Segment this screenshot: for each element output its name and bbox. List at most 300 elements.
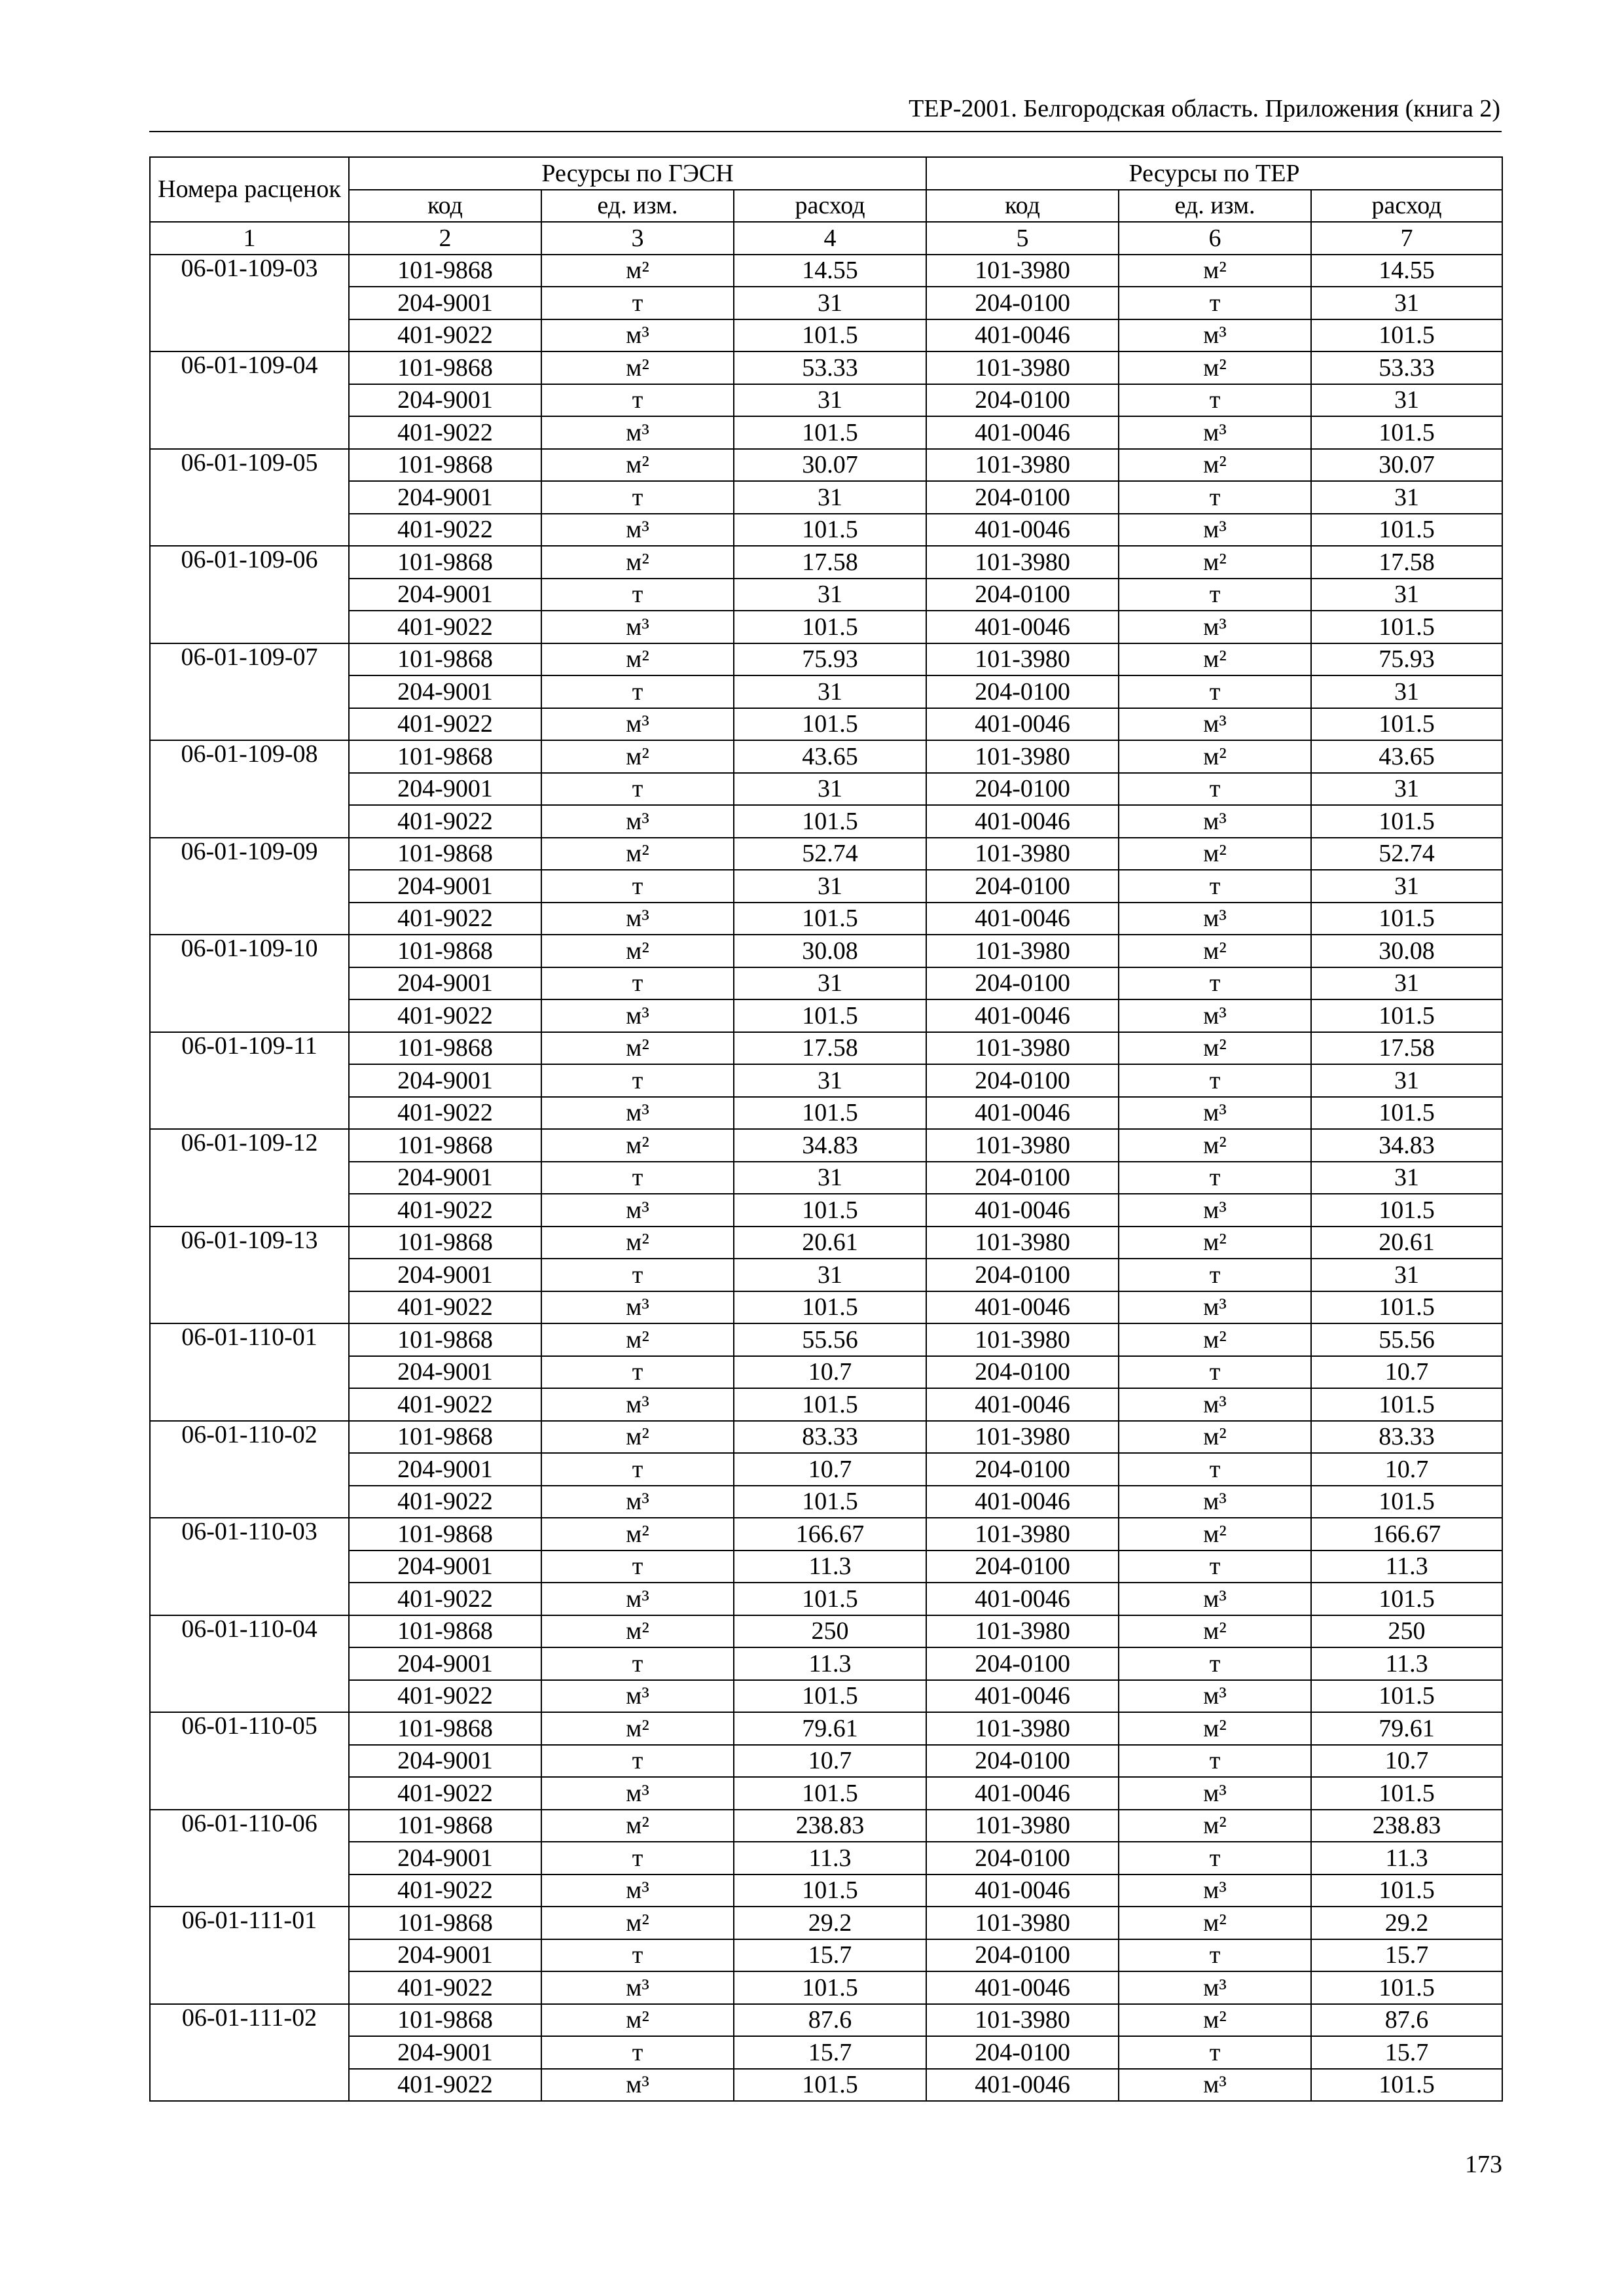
ter-code-cell: 401-0046	[926, 708, 1119, 741]
ter-unit-cell: м³	[1119, 514, 1311, 547]
ter-unit-cell: м²	[1119, 1323, 1311, 1356]
gesn-usage-cell: 10.7	[734, 1745, 926, 1778]
gesn-usage-cell: 101.5	[734, 1874, 926, 1907]
gesn-code-cell: 101-9868	[349, 546, 541, 579]
gesn-usage-cell: 101.5	[734, 1486, 926, 1518]
gesn-code-cell: 101-9868	[349, 935, 541, 967]
ter-unit-cell: м³	[1119, 1680, 1311, 1713]
table-row	[150, 449, 1502, 482]
ter-unit-cell: т	[1119, 287, 1311, 319]
gesn-unit-cell: м³	[541, 1680, 734, 1713]
gesn-usage-cell: 101.5	[734, 999, 926, 1032]
table-row	[150, 740, 1502, 773]
ter-unit-cell: т	[1119, 579, 1311, 611]
gesn-code-header: код	[349, 190, 541, 223]
table-row	[150, 1323, 1502, 1356]
gesn-usage-cell: 101.5	[734, 1777, 926, 1810]
ter-unit-cell: м³	[1119, 903, 1311, 935]
gesn-unit-cell: м³	[541, 805, 734, 838]
gesn-unit-cell: м²	[541, 1712, 734, 1745]
ter-code-cell: 204-0100	[926, 1939, 1119, 1972]
ter-unit-cell: м²	[1119, 2004, 1311, 2037]
ter-code-cell: 401-0046	[926, 1097, 1119, 1130]
ter-unit-cell: м²	[1119, 449, 1311, 482]
gesn-usage-cell: 101.5	[734, 1388, 926, 1421]
gesn-usage-cell: 17.58	[734, 1032, 926, 1065]
ter-usage-cell: 31	[1311, 1064, 1502, 1097]
ter-unit-cell: м³	[1119, 1777, 1311, 1810]
ter-usage-cell: 53.33	[1311, 351, 1502, 384]
ter-unit-cell: м³	[1119, 1874, 1311, 1907]
gesn-unit-header: ед. изм.	[541, 190, 734, 223]
ter-usage-cell: 101.5	[1311, 1777, 1502, 1810]
ter-code-cell: 204-0100	[926, 773, 1119, 806]
ter-unit-cell: т	[1119, 675, 1311, 708]
ter-usage-cell: 101.5	[1311, 2069, 1502, 2102]
ter-usage-cell: 10.7	[1311, 1453, 1502, 1486]
gesn-usage-cell: 250	[734, 1615, 926, 1648]
gesn-usage-cell: 238.83	[734, 1810, 926, 1842]
ter-usage-cell: 79.61	[1311, 1712, 1502, 1745]
ter-unit-cell: м²	[1119, 838, 1311, 870]
gesn-unit-cell: м²	[541, 1129, 734, 1162]
gesn-code-cell: 204-9001	[349, 287, 541, 319]
ter-code-cell: 101-3980	[926, 1032, 1119, 1065]
ter-usage-cell: 101.5	[1311, 708, 1502, 741]
rate-number-cell: 06-01-110-04	[150, 1615, 349, 1713]
ter-unit-cell: м³	[1119, 611, 1311, 643]
ter-unit-cell: т	[1119, 1939, 1311, 1972]
gesn-unit-cell: т	[541, 675, 734, 708]
ter-unit-cell: м²	[1119, 1032, 1311, 1065]
gesn-code-cell: 204-9001	[349, 1745, 541, 1778]
ter-unit-cell: м³	[1119, 805, 1311, 838]
gesn-unit-cell: м³	[541, 1097, 734, 1130]
gesn-usage-cell: 75.93	[734, 643, 926, 676]
table-row	[150, 384, 1502, 417]
table-row	[150, 287, 1502, 319]
ter-code-cell: 101-3980	[926, 1810, 1119, 1842]
table-row	[150, 2069, 1502, 2102]
gesn-unit-cell: т	[541, 579, 734, 611]
ter-usage-cell: 101.5	[1311, 1583, 1502, 1615]
table-row	[150, 935, 1502, 967]
ter-code-cell: 204-0100	[926, 1356, 1119, 1389]
ter-code-cell: 401-0046	[926, 1486, 1119, 1518]
gesn-code-cell: 204-9001	[349, 773, 541, 806]
table-row	[150, 1097, 1502, 1130]
gesn-code-cell: 101-9868	[349, 1712, 541, 1745]
gesn-unit-cell: т	[541, 1551, 734, 1583]
gesn-usage-cell: 101.5	[734, 611, 926, 643]
gesn-usage-cell: 101.5	[734, 2069, 926, 2102]
ter-unit-cell: т	[1119, 773, 1311, 806]
gesn-usage-cell: 15.7	[734, 1939, 926, 1972]
gesn-usage-cell: 83.33	[734, 1421, 926, 1454]
ter-usage-cell: 31	[1311, 967, 1502, 1000]
ter-code-cell: 204-0100	[926, 579, 1119, 611]
gesn-usage-cell: 101.5	[734, 1097, 926, 1130]
ter-code-cell: 204-0100	[926, 1162, 1119, 1194]
gesn-unit-cell: м³	[541, 611, 734, 643]
rate-number-cell: 06-01-110-03	[150, 1518, 349, 1615]
rate-number-cell: 06-01-109-13	[150, 1227, 349, 1324]
column-number: 3	[541, 222, 734, 255]
gesn-unit-cell: м³	[541, 1874, 734, 1907]
ter-code-cell: 101-3980	[926, 1421, 1119, 1454]
gesn-code-cell: 101-9868	[349, 740, 541, 773]
ter-usage-cell: 101.5	[1311, 1680, 1502, 1713]
gesn-usage-cell: 20.61	[734, 1227, 926, 1259]
ter-code-cell: 401-0046	[926, 999, 1119, 1032]
table-head	[150, 157, 1502, 255]
ter-code-cell: 204-0100	[926, 1453, 1119, 1486]
ter-unit-cell: м²	[1119, 935, 1311, 967]
gesn-usage-cell: 30.08	[734, 935, 926, 967]
ter-unit-cell: т	[1119, 1842, 1311, 1874]
gesn-group-header: Ресурсы по ГЭСН	[349, 157, 926, 190]
gesn-unit-cell: м³	[541, 416, 734, 449]
gesn-unit-cell: м²	[541, 351, 734, 384]
ter-usage-cell: 10.7	[1311, 1356, 1502, 1389]
gesn-unit-cell: м²	[541, 546, 734, 579]
gesn-code-cell: 101-9868	[349, 1907, 541, 1939]
gesn-code-cell: 204-9001	[349, 579, 541, 611]
table-row	[150, 481, 1502, 514]
table-row	[150, 1421, 1502, 1454]
gesn-unit-cell: м³	[541, 2069, 734, 2102]
ter-code-cell: 101-3980	[926, 546, 1119, 579]
table-row	[150, 1227, 1502, 1259]
table-row	[150, 1583, 1502, 1615]
ter-usage-cell: 101.5	[1311, 1194, 1502, 1227]
gesn-code-cell: 204-9001	[349, 1453, 541, 1486]
gesn-code-cell: 204-9001	[349, 2036, 541, 2069]
ter-code-cell: 204-0100	[926, 287, 1119, 319]
ter-unit-cell: м³	[1119, 1971, 1311, 2004]
column-number: 4	[734, 222, 926, 255]
gesn-unit-cell: м³	[541, 1971, 734, 2004]
table-row	[150, 1356, 1502, 1389]
ter-usage-cell: 101.5	[1311, 514, 1502, 547]
table-row	[150, 1615, 1502, 1648]
table-row	[150, 2004, 1502, 2037]
gesn-unit-cell: т	[541, 1356, 734, 1389]
gesn-code-cell: 204-9001	[349, 1356, 541, 1389]
gesn-usage-cell: 31	[734, 384, 926, 417]
gesn-usage-cell: 101.5	[734, 903, 926, 935]
table-row	[150, 870, 1502, 903]
gesn-unit-cell: м²	[541, 935, 734, 967]
ter-usage-cell: 31	[1311, 384, 1502, 417]
ter-code-cell: 101-3980	[926, 838, 1119, 870]
ter-code-cell: 401-0046	[926, 1583, 1119, 1615]
gesn-usage-cell: 30.07	[734, 449, 926, 482]
ter-unit-cell: м²	[1119, 740, 1311, 773]
ter-unit-header: ед. изм.	[1119, 190, 1311, 223]
ter-unit-cell: м³	[1119, 1291, 1311, 1324]
table-row	[150, 1907, 1502, 1939]
ter-unit-cell: м²	[1119, 1227, 1311, 1259]
ter-code-cell: 401-0046	[926, 611, 1119, 643]
page-number: 173	[1465, 2151, 1502, 2178]
ter-unit-cell: т	[1119, 384, 1311, 417]
page-header	[149, 92, 1502, 132]
gesn-usage-cell: 101.5	[734, 1583, 926, 1615]
column-number: 1	[150, 222, 349, 255]
table-row	[150, 708, 1502, 741]
ter-unit-cell: м²	[1119, 1907, 1311, 1939]
column-number: 2	[349, 222, 541, 255]
gesn-usage-cell: 101.5	[734, 1291, 926, 1324]
rate-number-cell: 06-01-109-10	[150, 935, 349, 1032]
ter-usage-cell: 34.83	[1311, 1129, 1502, 1162]
ter-usage-cell: 101.5	[1311, 611, 1502, 643]
gesn-code-cell: 101-9868	[349, 2004, 541, 2037]
gesn-unit-cell: м²	[541, 740, 734, 773]
ter-code-cell: 401-0046	[926, 319, 1119, 352]
ter-code-cell: 204-0100	[926, 1647, 1119, 1680]
table-row	[150, 1712, 1502, 1745]
gesn-usage-cell: 31	[734, 579, 926, 611]
ter-code-cell: 101-3980	[926, 1129, 1119, 1162]
table-row	[150, 319, 1502, 352]
ter-unit-cell: м²	[1119, 351, 1311, 384]
ter-usage-cell: 31	[1311, 481, 1502, 514]
gesn-code-cell: 401-9022	[349, 1777, 541, 1810]
ter-code-cell: 101-3980	[926, 1323, 1119, 1356]
column-number: 7	[1311, 222, 1502, 255]
ter-code-cell: 401-0046	[926, 1680, 1119, 1713]
ter-usage-cell: 101.5	[1311, 416, 1502, 449]
gesn-code-cell: 101-9868	[349, 1227, 541, 1259]
gesn-code-cell: 101-9868	[349, 1810, 541, 1842]
ter-unit-cell: м³	[1119, 1194, 1311, 1227]
ter-unit-cell: м³	[1119, 999, 1311, 1032]
table-row	[150, 416, 1502, 449]
gesn-usage-cell: 43.65	[734, 740, 926, 773]
ter-code-cell: 401-0046	[926, 2069, 1119, 2102]
gesn-unit-cell: м²	[541, 1518, 734, 1551]
ter-unit-cell: м²	[1119, 1421, 1311, 1454]
gesn-code-cell: 204-9001	[349, 1259, 541, 1291]
table-row	[150, 579, 1502, 611]
gesn-unit-cell: м²	[541, 1323, 734, 1356]
table-row	[150, 1388, 1502, 1421]
gesn-code-cell: 401-9022	[349, 1583, 541, 1615]
gesn-usage-cell: 31	[734, 773, 926, 806]
ter-code-cell: 204-0100	[926, 384, 1119, 417]
rate-number-cell: 06-01-110-01	[150, 1323, 349, 1421]
gesn-code-cell: 401-9022	[349, 903, 541, 935]
gesn-unit-cell: м²	[541, 1907, 734, 1939]
column-number: 5	[926, 222, 1119, 255]
gesn-unit-cell: м³	[541, 1388, 734, 1421]
gesn-code-cell: 401-9022	[349, 1388, 541, 1421]
ter-unit-cell: т	[1119, 481, 1311, 514]
ter-usage-cell: 101.5	[1311, 805, 1502, 838]
ter-usage-cell: 31	[1311, 1259, 1502, 1291]
gesn-usage-cell: 31	[734, 481, 926, 514]
ter-code-cell: 204-0100	[926, 1842, 1119, 1874]
rate-number-cell: 06-01-109-11	[150, 1032, 349, 1130]
table-row	[150, 903, 1502, 935]
ter-usage-cell: 31	[1311, 773, 1502, 806]
ter-usage-cell: 101.5	[1311, 1971, 1502, 2004]
table-row	[150, 1647, 1502, 1680]
table-row	[150, 514, 1502, 547]
ter-code-cell: 401-0046	[926, 1194, 1119, 1227]
ter-code-cell: 204-0100	[926, 1551, 1119, 1583]
ter-usage-cell: 31	[1311, 675, 1502, 708]
table-row	[150, 999, 1502, 1032]
ter-code-cell: 401-0046	[926, 416, 1119, 449]
gesn-unit-cell: т	[541, 1842, 734, 1874]
table-row	[150, 1162, 1502, 1194]
gesn-code-cell: 401-9022	[349, 1874, 541, 1907]
gesn-code-cell: 401-9022	[349, 2069, 541, 2102]
table-body	[150, 255, 1502, 2102]
ter-code-cell: 101-3980	[926, 1518, 1119, 1551]
table-row	[150, 1939, 1502, 1972]
gesn-code-cell: 101-9868	[349, 255, 541, 287]
table-row	[150, 1971, 1502, 2004]
ter-code-cell: 401-0046	[926, 514, 1119, 547]
ter-unit-cell: т	[1119, 2036, 1311, 2069]
gesn-usage-cell: 29.2	[734, 1907, 926, 1939]
table-row	[150, 1518, 1502, 1551]
ter-unit-cell: м³	[1119, 1486, 1311, 1518]
table-row	[150, 1453, 1502, 1486]
ter-usage-cell: 238.83	[1311, 1810, 1502, 1842]
ter-usage-cell: 11.3	[1311, 1647, 1502, 1680]
ter-usage-cell: 10.7	[1311, 1745, 1502, 1778]
gesn-unit-cell: м³	[541, 1777, 734, 1810]
table-row	[150, 1842, 1502, 1874]
gesn-code-cell: 204-9001	[349, 481, 541, 514]
rate-number-cell: 06-01-109-03	[150, 255, 349, 352]
gesn-usage-cell: 31	[734, 1064, 926, 1097]
table-row	[150, 643, 1502, 676]
ter-unit-cell: м²	[1119, 255, 1311, 287]
gesn-code-cell: 101-9868	[349, 1421, 541, 1454]
ter-unit-cell: м³	[1119, 416, 1311, 449]
ter-usage-cell: 31	[1311, 579, 1502, 611]
ter-usage-cell: 101.5	[1311, 999, 1502, 1032]
gesn-usage-header: расход	[734, 190, 926, 223]
gesn-usage-cell: 101.5	[734, 416, 926, 449]
ter-unit-cell: т	[1119, 967, 1311, 1000]
ter-unit-cell: м³	[1119, 708, 1311, 741]
ter-usage-cell: 17.58	[1311, 546, 1502, 579]
gesn-unit-cell: т	[541, 870, 734, 903]
rate-number-cell: 06-01-110-06	[150, 1810, 349, 1907]
table-row	[150, 967, 1502, 1000]
rates-column-header: Номера расценок	[150, 157, 349, 222]
gesn-unit-cell: м²	[541, 1615, 734, 1648]
gesn-unit-cell: м²	[541, 2004, 734, 2037]
gesn-usage-cell: 34.83	[734, 1129, 926, 1162]
ter-group-header: Ресурсы по ТЕР	[926, 157, 1502, 190]
ter-usage-cell: 17.58	[1311, 1032, 1502, 1065]
gesn-usage-cell: 52.74	[734, 838, 926, 870]
ter-code-cell: 101-3980	[926, 1227, 1119, 1259]
ter-code-cell: 101-3980	[926, 351, 1119, 384]
ter-unit-cell: м³	[1119, 1097, 1311, 1130]
ter-code-cell: 101-3980	[926, 449, 1119, 482]
gesn-usage-cell: 101.5	[734, 1194, 926, 1227]
ter-code-cell: 204-0100	[926, 481, 1119, 514]
ter-code-cell: 401-0046	[926, 903, 1119, 935]
rate-number-cell: 06-01-111-01	[150, 1907, 349, 2004]
gesn-unit-cell: т	[541, 773, 734, 806]
gesn-usage-cell: 31	[734, 287, 926, 319]
ter-usage-cell: 29.2	[1311, 1907, 1502, 1939]
gesn-code-cell: 204-9001	[349, 1939, 541, 1972]
ter-code-cell: 204-0100	[926, 870, 1119, 903]
ter-unit-cell: м³	[1119, 2069, 1311, 2102]
ter-code-cell: 101-3980	[926, 2004, 1119, 2037]
table-row	[150, 2036, 1502, 2069]
gesn-code-cell: 401-9022	[349, 708, 541, 741]
gesn-code-cell: 204-9001	[349, 1647, 541, 1680]
ter-unit-cell: м²	[1119, 1129, 1311, 1162]
gesn-code-cell: 204-9001	[349, 1551, 541, 1583]
ter-usage-cell: 15.7	[1311, 2036, 1502, 2069]
gesn-unit-cell: т	[541, 1647, 734, 1680]
gesn-unit-cell: м³	[541, 903, 734, 935]
gesn-unit-cell: м³	[541, 514, 734, 547]
gesn-unit-cell: т	[541, 1939, 734, 1972]
gesn-unit-cell: м³	[541, 1583, 734, 1615]
ter-usage-cell: 31	[1311, 870, 1502, 903]
ter-code-cell: 101-3980	[926, 935, 1119, 967]
ter-code-cell: 101-3980	[926, 255, 1119, 287]
ter-unit-cell: м²	[1119, 1810, 1311, 1842]
table-row	[150, 1194, 1502, 1227]
gesn-unit-cell: т	[541, 1259, 734, 1291]
gesn-unit-cell: т	[541, 1162, 734, 1194]
gesn-unit-cell: т	[541, 1745, 734, 1778]
table-row	[150, 1810, 1502, 1842]
ter-usage-cell: 250	[1311, 1615, 1502, 1648]
ter-usage-cell: 20.61	[1311, 1227, 1502, 1259]
ter-usage-cell: 101.5	[1311, 319, 1502, 352]
gesn-unit-cell: т	[541, 287, 734, 319]
table-row	[150, 1259, 1502, 1291]
ter-code-cell: 204-0100	[926, 1745, 1119, 1778]
ter-code-cell: 401-0046	[926, 1388, 1119, 1421]
gesn-code-cell: 401-9022	[349, 416, 541, 449]
gesn-usage-cell: 166.67	[734, 1518, 926, 1551]
gesn-code-cell: 101-9868	[349, 1615, 541, 1648]
gesn-usage-cell: 11.3	[734, 1842, 926, 1874]
gesn-code-cell: 204-9001	[349, 967, 541, 1000]
gesn-usage-cell: 101.5	[734, 319, 926, 352]
table-row	[150, 1064, 1502, 1097]
gesn-usage-cell: 55.56	[734, 1323, 926, 1356]
gesn-unit-cell: м³	[541, 1291, 734, 1324]
rate-number-cell: 06-01-109-04	[150, 351, 349, 449]
gesn-usage-cell: 101.5	[734, 708, 926, 741]
ter-unit-cell: т	[1119, 1259, 1311, 1291]
gesn-unit-cell: м²	[541, 449, 734, 482]
gesn-usage-cell: 101.5	[734, 1680, 926, 1713]
ter-code-cell: 401-0046	[926, 1971, 1119, 2004]
ter-usage-cell: 101.5	[1311, 1874, 1502, 1907]
gesn-unit-cell: т	[541, 1453, 734, 1486]
gesn-code-cell: 401-9022	[349, 514, 541, 547]
